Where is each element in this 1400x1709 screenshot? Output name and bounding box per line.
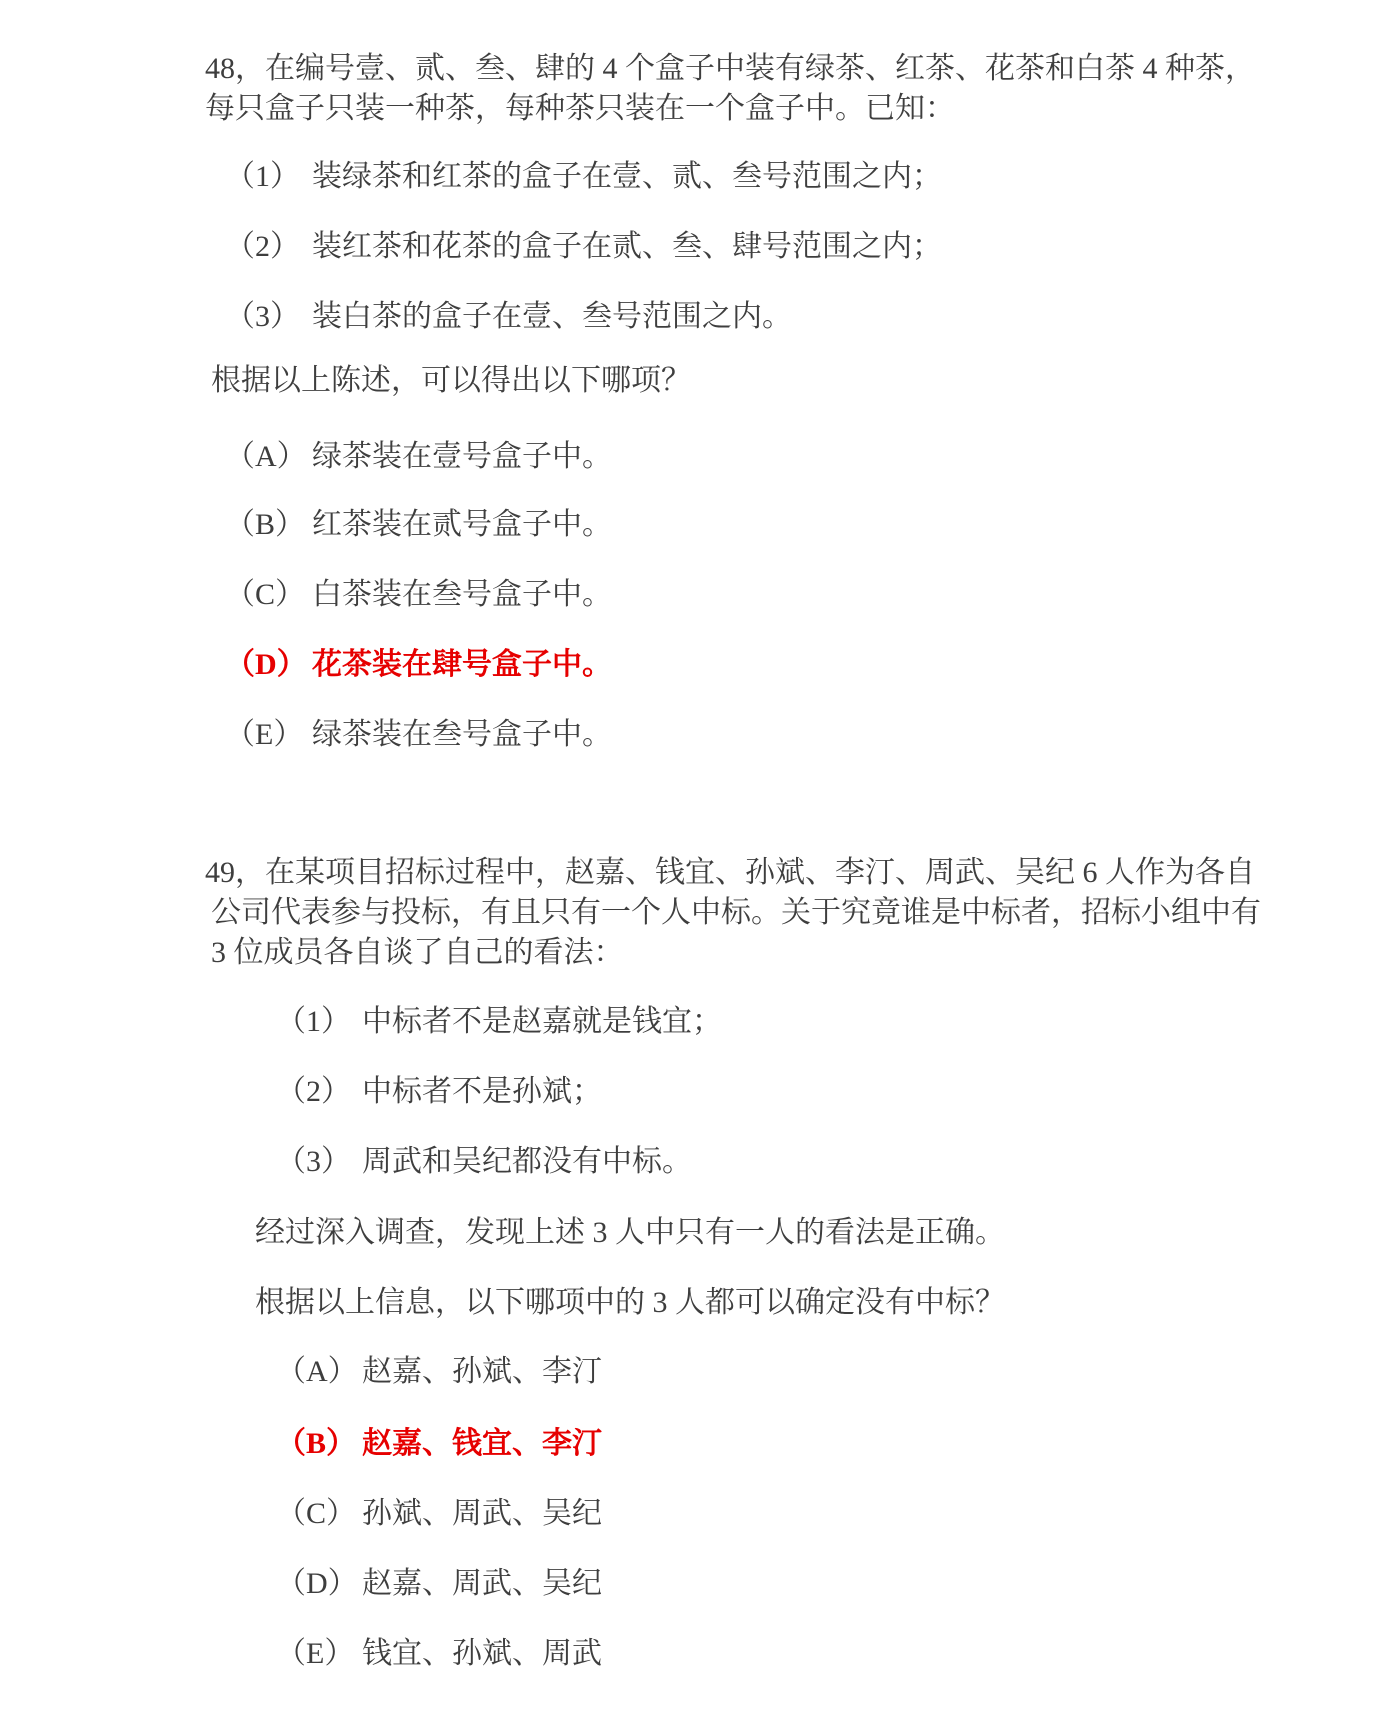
q48-option-e-label: （E）: [225, 718, 304, 751]
q48-option-a-label: （A）: [225, 440, 307, 473]
q49-condition-1-text: 中标者不是赵嘉就是钱宜；: [362, 1005, 722, 1038]
q48-option-d-label: （D）: [225, 648, 307, 681]
q49-condition-1: [276, 1003, 722, 1041]
q49-option-a-label: （A）: [276, 1355, 358, 1388]
q49-condition-3-text: 周武和吴纪都没有中标。: [362, 1145, 692, 1178]
q49-stem-line-1: 49，在某项目招标过程中，赵嘉、钱宜、孙斌、李汀、周武、吴纪 6 人作为各自: [205, 856, 1255, 889]
q48-stem-line-1: 48，在编号壹、贰、叁、肆的 4 个盒子中装有绿茶、红茶、花茶和白茶 4 种茶，: [205, 52, 1255, 85]
q49-option-b-label: （B）: [276, 1427, 357, 1460]
q49-condition-3: [276, 1143, 692, 1181]
q49-condition-2: [276, 1073, 602, 1111]
q48-option-a: [225, 438, 612, 476]
q48-condition-1-text: 装绿茶和红茶的盒子在壹、贰、叁号范围之内；: [312, 160, 942, 193]
q48-condition-3-label: （3）: [225, 300, 300, 333]
q48-condition-3: [225, 298, 792, 336]
q48-option-b: [225, 506, 612, 544]
q49-condition-2-text: 中标者不是孙斌；: [362, 1075, 602, 1108]
q48-option-d-highlighted-answer: [225, 646, 612, 684]
q49-option-a: [276, 1353, 602, 1391]
q48-stem-line-2: 每只盒子只装一种茶，每种茶只装在一个盒子中。已知：: [205, 92, 955, 125]
q49-option-e-label: （E）: [276, 1637, 355, 1670]
q49-option-d: [276, 1565, 602, 1603]
q49-note-line: 经过深入调查，发现上述 3 人中只有一人的看法是正确。: [255, 1216, 1005, 1249]
q49-stem-line-2: 公司代表参与投标，有且只有一个人中标。关于究竟谁是中标者，招标小组中有: [211, 896, 1261, 929]
q49-condition-3-label: （3）: [276, 1145, 351, 1178]
q48-question-line: 根据以上陈述，可以得出以下哪项？: [211, 364, 691, 397]
q49-option-c: [276, 1495, 602, 1533]
q49-option-e-text: 钱宜、孙斌、周武: [362, 1637, 602, 1670]
q49-option-b-text: 赵嘉、钱宜、李汀: [362, 1427, 602, 1460]
q48-condition-2: [225, 228, 942, 266]
q49-stem-line-3: 3 位成员各自谈了自己的看法：: [211, 936, 624, 969]
q49-condition-2-label: （2）: [276, 1075, 351, 1108]
q49-option-d-label: （D）: [276, 1567, 358, 1600]
q49-option-b-highlighted-answer: [276, 1425, 602, 1463]
q49-condition-1-label: （1）: [276, 1005, 351, 1038]
q48-condition-1: [225, 158, 942, 196]
q48-option-c-text: 白茶装在叁号盒子中。: [312, 578, 612, 611]
q49-question-line: 根据以上信息，以下哪项中的 3 人都可以确定没有中标？: [255, 1286, 1005, 1319]
q48-condition-3-text: 装白茶的盒子在壹、叁号范围之内。: [312, 300, 792, 333]
q48-condition-2-text: 装红茶和花茶的盒子在贰、叁、肆号范围之内；: [312, 230, 942, 263]
q48-condition-1-label: （1）: [225, 160, 300, 193]
q49-option-a-text: 赵嘉、孙斌、李汀: [362, 1355, 602, 1388]
q48-option-e-text: 绿茶装在叁号盒子中。: [312, 718, 612, 751]
q49-option-c-text: 孙斌、周武、吴纪: [362, 1497, 602, 1530]
q48-option-b-text: 红茶装在贰号盒子中。: [312, 508, 612, 541]
q48-option-b-label: （B）: [225, 508, 306, 541]
q48-option-d-text: 花茶装在肆号盒子中。: [312, 648, 612, 681]
q48-option-a-text: 绿茶装在壹号盒子中。: [312, 440, 612, 473]
q49-option-d-text: 赵嘉、周武、吴纪: [362, 1567, 602, 1600]
q49-option-e: [276, 1635, 602, 1673]
q49-option-c-label: （C）: [276, 1497, 357, 1530]
q48-option-e: [225, 716, 612, 754]
q48-option-c-label: （C）: [225, 578, 306, 611]
q48-condition-2-label: （2）: [225, 230, 300, 263]
q48-option-c: [225, 576, 612, 614]
